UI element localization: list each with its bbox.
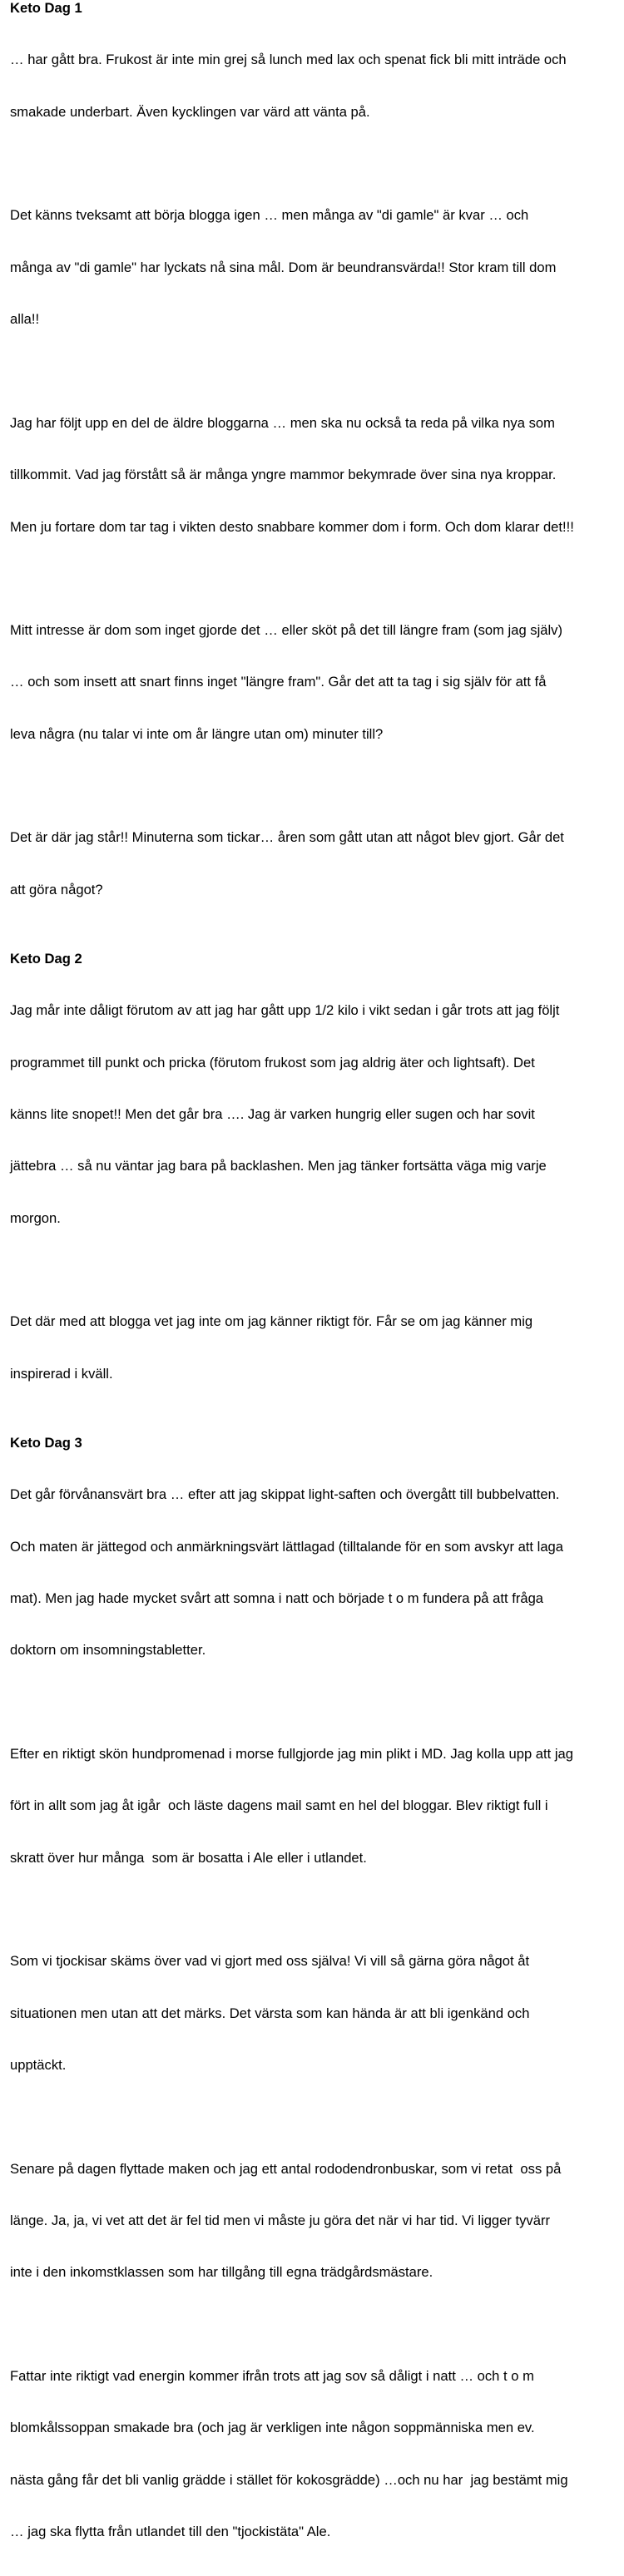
text-line: Som vi tjockisar skäms över vad vi gjort med oss själva! Vi vill så gärna göra något åt bbox=[10, 1953, 530, 1970]
text-line: Men ju fortare dom tar tag i vikten desto snabbare kommer dom i form. Och dom klarar det!!! bbox=[10, 518, 574, 535]
text-line: Mitt intresse är dom som inget gjorde det … eller sköt på det till längre fram (som jag själv) bbox=[10, 622, 563, 639]
text-line: jättebra … så nu väntar jag bara på backlashen. Men jag tänker fortsätta väga mig varje bbox=[10, 1158, 547, 1174]
paragraph bbox=[10, 17, 624, 156]
paragraph bbox=[10, 1452, 624, 1694]
text-line: fört in allt som jag åt igår och läste dagens mail samt en hel del bloggar. Blev riktigt full i bbox=[10, 1797, 548, 1814]
section-title: Keto Dag 3 bbox=[10, 1434, 82, 1451]
text-line: tillkommit. Vad jag förstått så är många yngre mammor bekymrade över sina nya kroppar. bbox=[10, 467, 557, 483]
section-keto-dag-3 bbox=[10, 1435, 624, 2576]
paragraph bbox=[10, 2333, 624, 2575]
text-line: morgon. bbox=[10, 1209, 61, 1226]
text-line: Efter en riktigt skön hundpromenad i morse fullgjorde jag min plikt i MD. Jag kolla upp att jag bbox=[10, 1745, 573, 1762]
paragraph bbox=[10, 2126, 624, 2316]
text-line: Senare på dagen flyttade maken och jag ett antal rododendronbuskar, som vi retat oss på bbox=[10, 2160, 562, 2177]
text-line: mat). Men jag hade mycket svårt att somna i natt och började t o m fundera på att fråga bbox=[10, 1590, 544, 1606]
paragraph bbox=[10, 1279, 624, 1417]
paragraph bbox=[10, 380, 624, 571]
text-line: doktorn om insomningstabletter. bbox=[10, 1642, 206, 1659]
text-line: att göra något? bbox=[10, 881, 103, 897]
paragraph bbox=[10, 968, 624, 1263]
text-line: Det är där jag står!! Minuterna som tickar… åren som gått utan att något blev gjort. Går det bbox=[10, 829, 564, 846]
text-line: situationen men utan att det märks. Det värsta som kan hända är att bli igenkänd och bbox=[10, 2005, 530, 2021]
paragraph bbox=[10, 173, 624, 363]
text-line: känns lite snopet!! Men det går bra …. Jag är varken hungrig eller sugen och har sovit bbox=[10, 1105, 535, 1122]
paragraph bbox=[10, 587, 624, 778]
section-title: Keto Dag 1 bbox=[10, 0, 82, 16]
paragraph bbox=[10, 795, 624, 933]
paragraph bbox=[10, 1711, 624, 1901]
text-line: länge. Ja, ja, vi vet att det är fel tid men vi måste ju göra det när vi har tid. Vi ligger tyvärr bbox=[10, 2212, 550, 2228]
text-line: Det känns tveksamt att börja blogga igen … men många av "di gamle" är kvar … och bbox=[10, 207, 529, 224]
text-line: Jag mår inte dåligt förutom av att jag har gått upp 1/2 kilo i vikt sedan i går trots att jag följt bbox=[10, 1002, 560, 1019]
text-line: Det går förvånansvärt bra … efter att jag skippat light-saften och övergått till bubbelvatten. bbox=[10, 1486, 560, 1503]
text-line: upptäckt. bbox=[10, 2057, 67, 2073]
text-line: många av "di gamle" har lyckats nå sina mål. Dom är beundransvärda!! Stor kram till dom bbox=[10, 259, 557, 275]
text-line: Jag har följt upp en del de äldre bloggarna … men ska nu också ta reda på vilka nya som bbox=[10, 414, 555, 431]
text-line: … jag ska flytta från utlandet till den "tjockistäta" Ale. bbox=[10, 2524, 331, 2540]
text-line: programmet till punkt och pricka (förutom frukost som jag aldrig äter och lightsaft). Det bbox=[10, 1054, 535, 1070]
text-line: Det där med att blogga vet jag inte om jag känner riktigt för. Får se om jag känner mig bbox=[10, 1313, 533, 1330]
section-keto-dag-2 bbox=[10, 951, 624, 1417]
section-keto-dag-1 bbox=[10, 0, 624, 933]
section-title: Keto Dag 2 bbox=[10, 950, 82, 967]
text-line: Fattar inte riktigt vad energin kommer ifrån trots att jag sov så dåligt i natt … och t o m bbox=[10, 2367, 534, 2384]
text-line: … har gått bra. Frukost är inte min grej så lunch med lax och spenat fick bli mitt inträde och bbox=[10, 52, 567, 68]
text-line: inspirerad i kväll. bbox=[10, 1365, 113, 1382]
text-line: Och maten är jättegod och anmärkningsvärt lättlagad (tilltalande för en som avskyr att laga bbox=[10, 1538, 564, 1555]
text-line: nästa gång får det bli vanlig grädde i stället för kokosgrädde) …och nu har jag bestämt mig bbox=[10, 2471, 568, 2488]
paragraph bbox=[10, 1919, 624, 2109]
text-line: leva några (nu talar vi inte om år längre utan om) minuter till? bbox=[10, 725, 384, 742]
text-line: inte i den inkomstklassen som har tillgång till egna trädgårdsmästare. bbox=[10, 2264, 433, 2281]
text-line: alla!! bbox=[10, 311, 40, 328]
text-line: smakade underbart. Även kycklingen var värd att vänta på. bbox=[10, 103, 370, 120]
text-line: skratt över hur många som är bosatta i Ale eller i utlandet. bbox=[10, 1849, 367, 1866]
text-line: … och som insett att snart finns inget "längre fram". Går det att ta tag i sig själv för att få bbox=[10, 674, 547, 690]
text-line: blomkålssoppan smakade bra (och jag är verkligen inte någon soppmänniska men ev. bbox=[10, 2420, 535, 2436]
